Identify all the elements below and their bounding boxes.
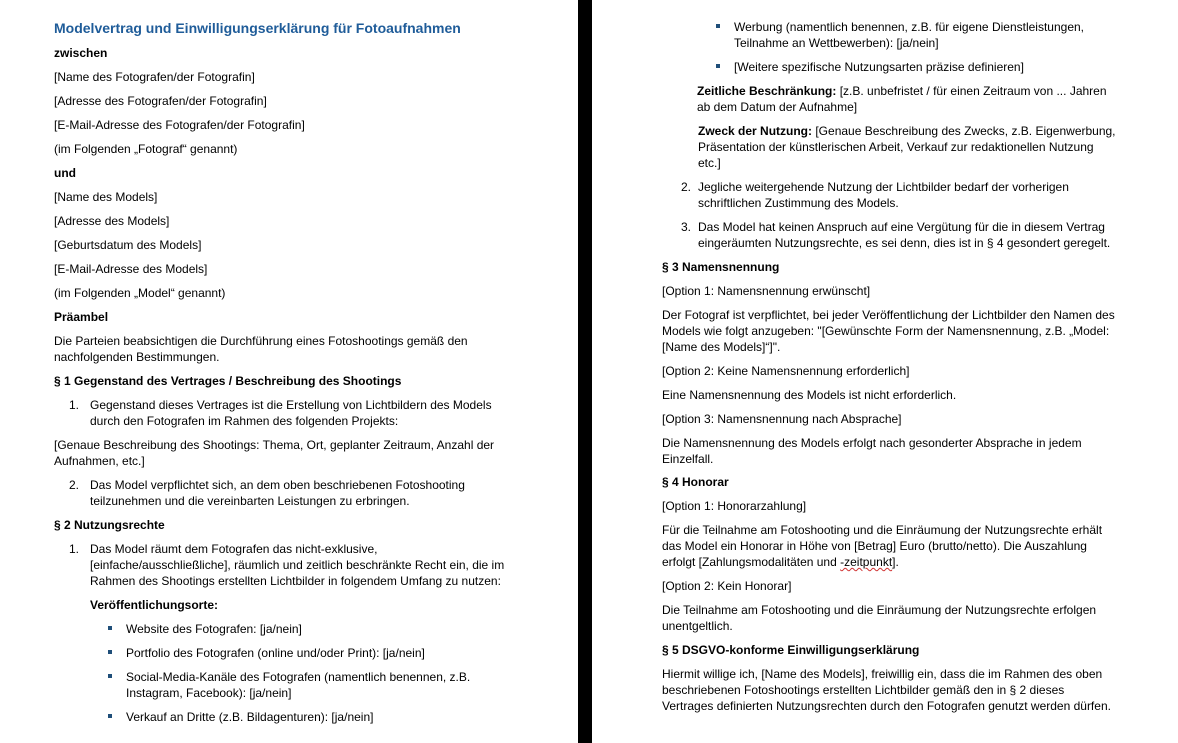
option-label: [Option 2: Kein Honorar]	[662, 579, 792, 593]
model-name: [Name des Models]	[54, 190, 158, 204]
section-3-option-1-line: [Name des Models]“]".	[662, 340, 781, 354]
model-email: [E-Mail-Adresse des Models]	[54, 262, 208, 276]
preamble-text-line: Die Parteien beabsichtigen die Durchführung eines Fotoshootings gemäß den	[54, 334, 468, 348]
purpose-label: Zweck der Nutzung:	[698, 124, 813, 138]
section-2-item-1-line: [einfache/ausschließliche], räumlich und zeitlich beschränkte Recht ein, die im	[90, 558, 505, 572]
text-span: ].	[892, 555, 899, 569]
list-number: 3.	[680, 220, 691, 234]
section-3-option-1-line: Models wie folgt anzugeben: "[Gewünschte Form der Namensnennung, z.B. „Model:	[662, 324, 1110, 338]
list-number: 2.	[680, 180, 691, 194]
photographer-alias: (im Folgenden „Fotograf“ genannt)	[54, 142, 238, 156]
model-address: [Adresse des Models]	[54, 214, 170, 228]
list-number: 1.	[68, 542, 79, 556]
preamble-heading: Präambel	[54, 310, 109, 324]
section-5-line: Hiermit willige ich, [Name des Models], freiwillig ein, dass die im Rahmen des oben	[662, 667, 1103, 681]
section-4-option-2-line: unentgeltlich.	[662, 619, 733, 633]
text-span: erfolgt [Zahlungsmodalitäten und	[662, 555, 841, 569]
document-title: Modelvertrag und Einwilligungserklärung für Fotoaufnahmen	[54, 20, 461, 36]
bullet-square-icon	[716, 24, 720, 28]
section-1-item-1-line: durch den Fotografen im Rahmen des folgenden Projekts:	[90, 414, 399, 428]
bullet-square-icon	[716, 64, 720, 68]
section-1-item-1-line: Gegenstand dieses Vertrages ist die Erstellung von Lichtbildern des Models	[90, 398, 492, 412]
shooting-description-line: Aufnahmen, etc.]	[54, 454, 145, 468]
purpose-line	[698, 123, 1116, 139]
section-2-heading: § 2 Nutzungsrechte	[54, 518, 165, 532]
bullet-square-icon	[108, 650, 112, 654]
section-3-option-1-line: Der Fotograf ist verpflichtet, bei jeder Veröffentlichung der Lichtbilder den Namen des	[662, 308, 1115, 322]
publication-place-item: Verkauf an Dritte (z.B. Bildagenturen): [ja/nein]	[126, 710, 374, 724]
shooting-description-line: [Genaue Beschreibung des Shootings: Thema, Ort, geplanter Zeitraum, Anzahl der	[54, 438, 495, 452]
section-2-item-3-line: Das Model hat keinen Anspruch auf eine Vergütung für die in diesem Vertrag	[698, 220, 1105, 234]
section-2-item-1-line: Das Model räumt dem Fotografen das nicht-exklusive,	[90, 542, 378, 556]
bullet-square-icon	[108, 626, 112, 630]
section-2-item-1-line: Rahmen des Shootings erstellten Lichtbilder in folgendem Umfang zu nutzen:	[90, 574, 501, 588]
purpose-line: etc.]	[698, 156, 721, 170]
section-3-option-2-text: Eine Namensnennung des Models ist nicht erforderlich.	[662, 388, 957, 402]
purpose-line: Präsentation der künstlerischen Arbeit, Verkauf zur redaktionellen Nutzung	[698, 140, 1094, 154]
section-4-option-1-line: Für die Teilnahme am Fotoshooting und die Einräumung der Nutzungsrechte erhält	[662, 523, 1103, 537]
section-4-heading: § 4 Honorar	[662, 475, 729, 489]
photographer-name: [Name des Fotografen/der Fotografin]	[54, 70, 255, 84]
section-2-item-3-line: eingeräumten Nutzungsrechte, es sei denn, dies ist in § 4 gesondert geregelt.	[698, 236, 1111, 250]
section-1-item-2-line: teilzunehmen und die vereinbarten Leistungen zu erbringen.	[90, 494, 410, 508]
publication-place-item: Portfolio des Fotografen (online und/oder Print): [ja/nein]	[126, 646, 425, 660]
option-label: [Option 2: Keine Namensnennung erforderlich]	[662, 364, 910, 378]
section-3-option-3-line: Die Namensnennung des Models erfolgt nach gesonderter Absprache in jedem	[662, 436, 1082, 450]
section-5-heading: § 5 DSGVO-konforme Einwilligungserklärung	[662, 643, 920, 657]
spellcheck-flagged-word[interactable]: -zeitpunkt	[840, 555, 893, 569]
option-label: [Option 3: Namensnennung nach Absprache]	[662, 412, 902, 426]
publication-place-item: Instagram, Facebook): [ja/nein]	[126, 686, 292, 700]
option-label: [Option 1: Namensnennung erwünscht]	[662, 284, 871, 298]
publication-place-item: [Weitere spezifische Nutzungsarten präzise definieren]	[734, 60, 1024, 74]
section-3-option-3-line: Einzelfall.	[662, 452, 714, 466]
publication-place-item: Social-Media-Kanäle des Fotografen (namentlich benennen, z.B.	[126, 670, 471, 684]
list-number: 1.	[68, 398, 79, 412]
section-4-option-1-line: das Model ein Honorar in Höhe von [Betrag] Euro (brutto/netto). Die Auszahlung	[662, 539, 1087, 553]
section-2-item-2-line: Jegliche weitergehende Nutzung der Lichtbilder bedarf der vorherigen	[698, 180, 1069, 194]
section-1-item-2-line: Das Model verpflichtet sich, an dem oben beschriebenen Fotoshooting	[90, 478, 465, 492]
document-page-left	[0, 0, 578, 743]
section-5-line: Vertrages definierten Nutzungsrechten durch den Fotografen genutzt werden dürfen.	[662, 699, 1111, 713]
time-limit-line: ab dem Datum der Aufnahme]	[697, 100, 858, 114]
model-alias: (im Folgenden „Model“ genannt)	[54, 286, 226, 300]
photographer-address: [Adresse des Fotografen/der Fotografin]	[54, 94, 267, 108]
label-zwischen: zwischen	[54, 46, 108, 60]
preamble-text-line: nachfolgenden Bestimmungen.	[54, 350, 220, 364]
publication-place-item: Werbung (namentlich benennen, z.B. für eigene Dienstleistungen,	[734, 20, 1084, 34]
time-limit-line	[697, 83, 1107, 99]
bullet-square-icon	[108, 674, 112, 678]
purpose-value: [Genaue Beschreibung des Zwecks, z.B. Eigenwerbung,	[812, 124, 1116, 138]
section-2-item-2-line: schriftlichen Zustimmung des Models.	[698, 196, 899, 210]
list-number: 2.	[68, 478, 79, 492]
section-3-heading: § 3 Namensnennung	[662, 260, 780, 274]
document-page-right	[592, 0, 1178, 743]
time-limit-label: Zeitliche Beschränkung:	[697, 84, 837, 98]
section-4-option-1-line	[662, 554, 899, 570]
bullet-square-icon	[108, 714, 112, 718]
label-und: und	[54, 166, 76, 180]
publication-place-item: Website des Fotografen: [ja/nein]	[126, 622, 302, 636]
page-divider	[578, 0, 592, 743]
section-1-heading: § 1 Gegenstand des Vertrages / Beschreibung des Shootings	[54, 374, 402, 388]
photographer-email: [E-Mail-Adresse des Fotografen/der Fotografin]	[54, 118, 305, 132]
model-birthdate: [Geburtsdatum des Models]	[54, 238, 202, 252]
section-5-line: beschriebenen Fotoshootings erstellten Lichtbilder gemäß den in § 2 dieses	[662, 683, 1065, 697]
time-limit-value: [z.B. unbefristet / für einen Zeitraum von ... Jahren	[836, 84, 1107, 98]
section-4-option-2-line: Die Teilnahme am Fotoshooting und die Einräumung der Nutzungsrechte erfolgen	[662, 603, 1097, 617]
publication-places-heading: Veröffentlichungsorte:	[90, 598, 219, 612]
option-label: [Option 1: Honorarzahlung]	[662, 499, 807, 513]
publication-place-item: Teilnahme an Wettbewerben): [ja/nein]	[734, 36, 939, 50]
